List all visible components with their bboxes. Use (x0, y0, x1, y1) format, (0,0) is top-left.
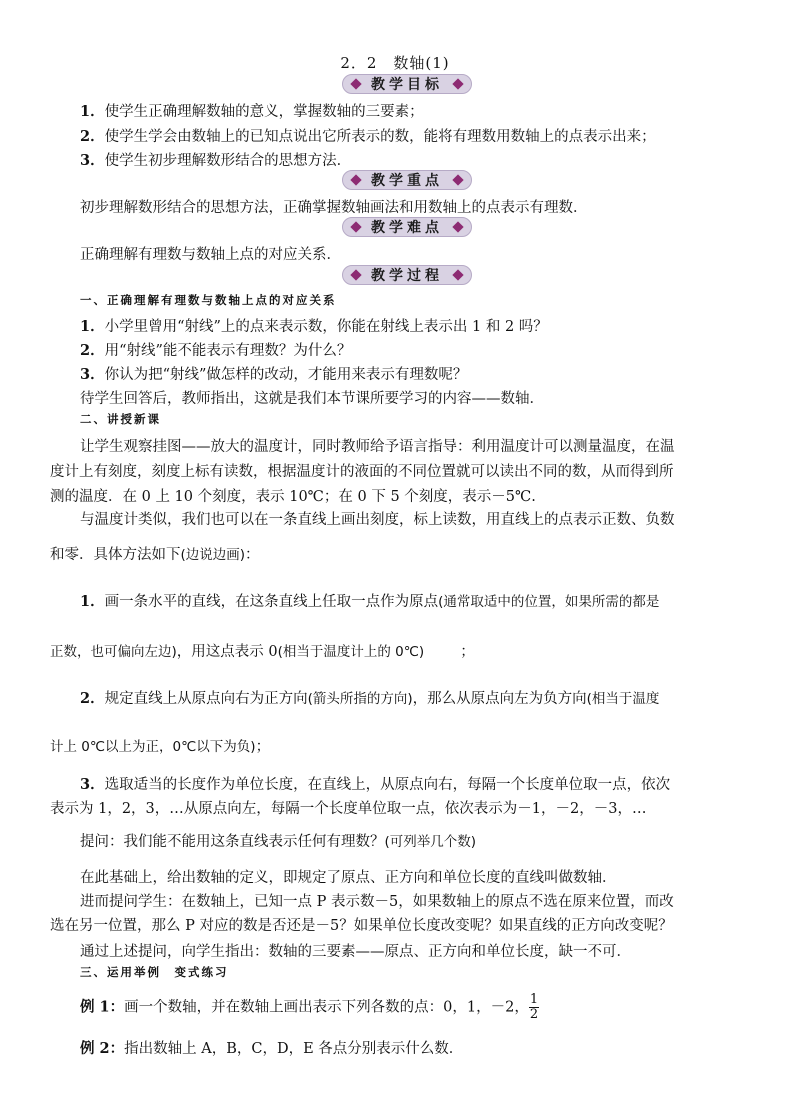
section-heading: 三、运用举例 变式练习 (80, 965, 229, 979)
paragraph-line: 让学生观察挂图——放大的温度计，同时教师给予语言指导：利用温度计可以测量温度，在温 (80, 439, 675, 455)
question-item: 1．小学里曾用“射线”上的点来表示数，你能在射线上表示出 1 和 2 吗？ (80, 318, 548, 335)
fraction: $\frac{1}{2}$ (529, 992, 539, 1022)
section-heading: 二、讲授新课 (80, 412, 161, 426)
step-3-continued: 表示为 1，2，3，…从原点向左，每隔一个长度单位取一点，依次表示为－1，－2，－3，… (50, 801, 647, 817)
objective-item: 2．使学生学会由数轴上的已知点说出它所表示的数，能将有理数用数轴上的点表示出来； (80, 128, 656, 145)
step-2-continued: 计上 0℃以上为正，0℃以下为负)； (50, 739, 271, 755)
objectives-badge (342, 74, 472, 94)
difficulties-badge-label: 教学难点 (371, 220, 443, 236)
diamond-icon (452, 269, 463, 280)
diamond-icon (350, 221, 361, 232)
step-1-continued: 正数，也可偏向左边)，用这点表示 0(相当于温度计上的 0℃) ； (50, 644, 475, 660)
question-item: 3．你认为把“射线”做怎样的改动，才能用来表示有理数呢？ (80, 366, 468, 383)
question-item: 2．用“射线”能不能表示有理数？为什么？ (80, 342, 352, 359)
diamond-icon (350, 174, 361, 185)
diamond-icon (350, 78, 361, 89)
section-heading: 一、正确理解有理数与数轴上点的对应关系 (80, 293, 337, 307)
diamond-icon (452, 221, 463, 232)
page-title: 2．2 数轴(1) (340, 54, 450, 72)
step-3: 3．选取适当的长度作为单位长度，在直线上，从原点向右，每隔一个长度单位取一点，依次 (80, 776, 671, 793)
diamond-icon (452, 174, 463, 185)
paragraph-line: 选在另一位置，那么 P 对应的数是否还是－5？如果单位长度改变呢？如果直线的正方向改变呢？ (50, 918, 673, 934)
difficulties-badge (342, 217, 472, 237)
step-1: 1．画一条水平的直线，在这条直线上任取一点作为原点(通常取适中的位置，如果所需的都是 (80, 593, 660, 610)
paragraph-line: 进而提问学生：在数轴上，已知一点 P 表示数－5，如果数轴上的原点不选在原来位置，而改 (80, 894, 674, 910)
paragraph-line: 测的温度．在 0 上 10 个刻度，表示 10℃；在 0 下 5 个刻度，表示－5℃. (50, 489, 536, 505)
paragraph-line: 与温度计类似，我们也可以在一条直线上画出刻度，标上读数，用直线上的点表示正数、负数 (80, 512, 675, 528)
key-points-badge-label: 教学重点 (371, 173, 443, 189)
paragraph-line: 度计上有刻度，刻度上标有读数，根据温度计的液面的不同位置就可以读出不同的数，从而得到所 (50, 464, 674, 480)
step-2: 2．规定直线上从原点向右为正方向(箭头所指的方向)，那么从原点向左为负方向(相当于温度 (80, 690, 660, 707)
question-paragraph: 提问：我们能不能用这条直线表示任何有理数？(可列举几个数) (80, 834, 477, 850)
diamond-icon (350, 269, 361, 280)
process-badge-label: 教学过程 (371, 268, 443, 284)
objective-item: 3．使学生初步理解数形结合的思想方法． (80, 152, 352, 169)
paragraph: 待学生回答后，教师指出，这就是我们本节课所要学习的内容——数轴． (80, 391, 544, 407)
definition-paragraph: 在此基础上，给出数轴的定义，即规定了原点、正方向和单位长度的直线叫做数轴． (80, 870, 617, 886)
paragraph-line: 通过上述提问，向学生指出：数轴的三要素——原点、正方向和单位长度，缺一不可． (80, 944, 631, 960)
diamond-icon (452, 78, 463, 89)
example-1: 例 1：画一个数轴，并在数轴上画出表示下列各数的点：0，1，－2， $\frac{1}{2}$ (80, 992, 539, 1022)
objectives-badge-label: 教学目标 (371, 77, 443, 93)
process-badge (342, 265, 472, 285)
key-points-badge (342, 170, 472, 190)
example-2: 例 2：指出数轴上 A，B，C，D，E 各点分别表示什么数． (80, 1040, 464, 1057)
paragraph-line: 和零．具体方法如下(边说边画)： (50, 547, 260, 563)
key-point-text: 初步理解数形结合的思想方法，正确掌握数轴画法和用数轴上的点表示有理数． (80, 200, 588, 216)
difficulty-text: 正确理解有理数与数轴上点的对应关系． (80, 247, 341, 263)
objective-item: 1．使学生正确理解数轴的意义，掌握数轴的三要素； (80, 103, 424, 120)
